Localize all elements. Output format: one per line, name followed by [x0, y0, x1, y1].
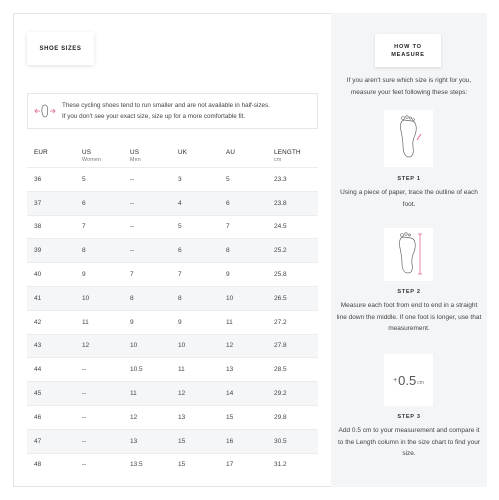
table-cell: 5 [171, 215, 219, 239]
table-row [27, 191, 318, 215]
table-row [27, 429, 318, 453]
table-cell: 40 [27, 263, 75, 287]
table-cell: 8 [123, 286, 171, 310]
size-table-body [27, 168, 318, 477]
table-cell: 41 [27, 286, 75, 310]
table-cell: 10.5 [123, 358, 171, 382]
table-cell: 7 [123, 263, 171, 287]
table-row [27, 310, 318, 334]
foot-trace-icon [384, 110, 433, 167]
table-cell: 12 [171, 382, 219, 406]
table-row [27, 382, 318, 406]
table-cell: 11 [171, 358, 219, 382]
notice-line-2: If you don't see your exact size, size up for a more comfortable fit. [62, 113, 246, 120]
measure-intro: If you aren't sure which size is right for you, measure your feet following these steps: [346, 77, 472, 96]
table-cell: 13.5 [123, 453, 171, 476]
table-cell: 39 [27, 239, 75, 263]
table-cell: 5 [219, 168, 267, 192]
step-3-label: STEP 3 [397, 414, 421, 420]
table-row [27, 358, 318, 382]
table-cell: 9 [123, 310, 171, 334]
table-cell: -- [123, 239, 171, 263]
table-cell: 29.2 [267, 382, 318, 406]
table-cell: -- [75, 453, 123, 476]
table-cell: -- [75, 429, 123, 453]
table-cell: 28.5 [267, 358, 318, 382]
step-2-label: STEP 2 [397, 289, 421, 295]
table-cell: -- [75, 382, 123, 406]
table-cell: 7 [219, 215, 267, 239]
table-cell: -- [123, 215, 171, 239]
table-cell: 15 [171, 453, 219, 476]
table-cell: 8 [171, 286, 219, 310]
table-row [27, 215, 318, 239]
plus-icon: + [393, 376, 398, 384]
table-cell: 12 [219, 334, 267, 358]
table-cell: 12 [75, 334, 123, 358]
table-cell: 46 [27, 405, 75, 429]
table-cell: 7 [171, 263, 219, 287]
table-cell: 16 [219, 429, 267, 453]
table-cell: -- [123, 191, 171, 215]
table-cell: 15 [171, 429, 219, 453]
table-cell: 27.8 [267, 334, 318, 358]
table-cell: 8 [75, 239, 123, 263]
col-us-women: US Women [82, 149, 102, 163]
step-2-text: Measure each foot from end to end in a straight line down the middle. If one foot is longer, use that measurement. [336, 302, 482, 332]
col-uk: UK [178, 149, 188, 156]
table-cell: 27.2 [267, 310, 318, 334]
table-cell: 47 [27, 429, 75, 453]
table-cell: 6 [219, 191, 267, 215]
table-row [27, 453, 318, 476]
col-eur: EUR [34, 149, 48, 156]
table-row [27, 239, 318, 263]
add-value: 0.5 [398, 372, 417, 388]
page-title: SHOE SIZES [27, 32, 94, 65]
size-table-header [27, 145, 318, 168]
table-cell: 25.8 [267, 263, 318, 287]
table-cell: -- [75, 405, 123, 429]
table-cell: 29.8 [267, 405, 318, 429]
table-cell: 13 [123, 429, 171, 453]
notice-line-1: These cycling shoes tend to run smaller and are not available in half-sizes. [62, 102, 270, 109]
table-cell: 4 [171, 191, 219, 215]
table-row [27, 405, 318, 429]
step-1-text: Using a piece of paper, trace the outline of each foot. [340, 189, 478, 208]
step-1-image [384, 110, 433, 167]
table-cell: 14 [219, 382, 267, 406]
table-cell: 8 [219, 239, 267, 263]
shoe-size-icon [28, 103, 62, 119]
table-cell: 42 [27, 310, 75, 334]
table-cell: 3 [171, 168, 219, 192]
table-cell: 45 [27, 382, 75, 406]
step-2-image [384, 228, 433, 281]
table-cell: 11 [219, 310, 267, 334]
table-cell: 24.5 [267, 215, 318, 239]
table-cell: 31.2 [267, 453, 318, 476]
col-us-men: US Men [130, 149, 141, 163]
table-cell: 12 [123, 405, 171, 429]
table-cell: 6 [75, 191, 123, 215]
table-cell: 15 [219, 405, 267, 429]
add-unit: cm [417, 379, 424, 386]
col-au: AU [226, 149, 236, 156]
table-row [27, 168, 318, 192]
table-cell: 9 [219, 263, 267, 287]
table-cell: 9 [75, 263, 123, 287]
table-cell: 9 [171, 310, 219, 334]
table-cell: 10 [75, 286, 123, 310]
step-1-label: STEP 1 [397, 176, 421, 182]
table-row [27, 286, 318, 310]
table-cell: 25.2 [267, 239, 318, 263]
table-cell: 10 [219, 286, 267, 310]
table-cell: 10 [171, 334, 219, 358]
table-row [27, 334, 318, 358]
how-to-measure-title: HOW TO MEASURE [375, 34, 441, 67]
table-cell: 38 [27, 215, 75, 239]
foot-measure-icon [384, 228, 433, 281]
fit-notice [27, 93, 318, 129]
table-cell: 17 [219, 453, 267, 476]
table-cell: 10 [123, 334, 171, 358]
table-cell: 5 [75, 168, 123, 192]
size-table [27, 145, 318, 476]
table-cell: 26.5 [267, 286, 318, 310]
table-cell: 23.3 [267, 168, 318, 192]
table-cell: 7 [75, 215, 123, 239]
table-cell: 48 [27, 453, 75, 476]
table-cell: 37 [27, 191, 75, 215]
table-cell: 43 [27, 334, 75, 358]
table-cell: 11 [123, 382, 171, 406]
table-cell: -- [75, 358, 123, 382]
step-3-text: Add 0.5 cm to your measurement and compare it to the Length column in the size chart to find your size. [337, 427, 480, 457]
table-row [27, 263, 318, 287]
step-3-image [384, 354, 433, 406]
table-cell: 30.5 [267, 429, 318, 453]
col-length: LENGTH cm [274, 149, 301, 163]
table-cell: 36 [27, 168, 75, 192]
table-cell: 13 [219, 358, 267, 382]
table-cell: 11 [75, 310, 123, 334]
table-cell: 44 [27, 358, 75, 382]
table-cell: 13 [171, 405, 219, 429]
table-cell: -- [123, 168, 171, 192]
table-cell: 23.8 [267, 191, 318, 215]
table-cell: 6 [171, 239, 219, 263]
